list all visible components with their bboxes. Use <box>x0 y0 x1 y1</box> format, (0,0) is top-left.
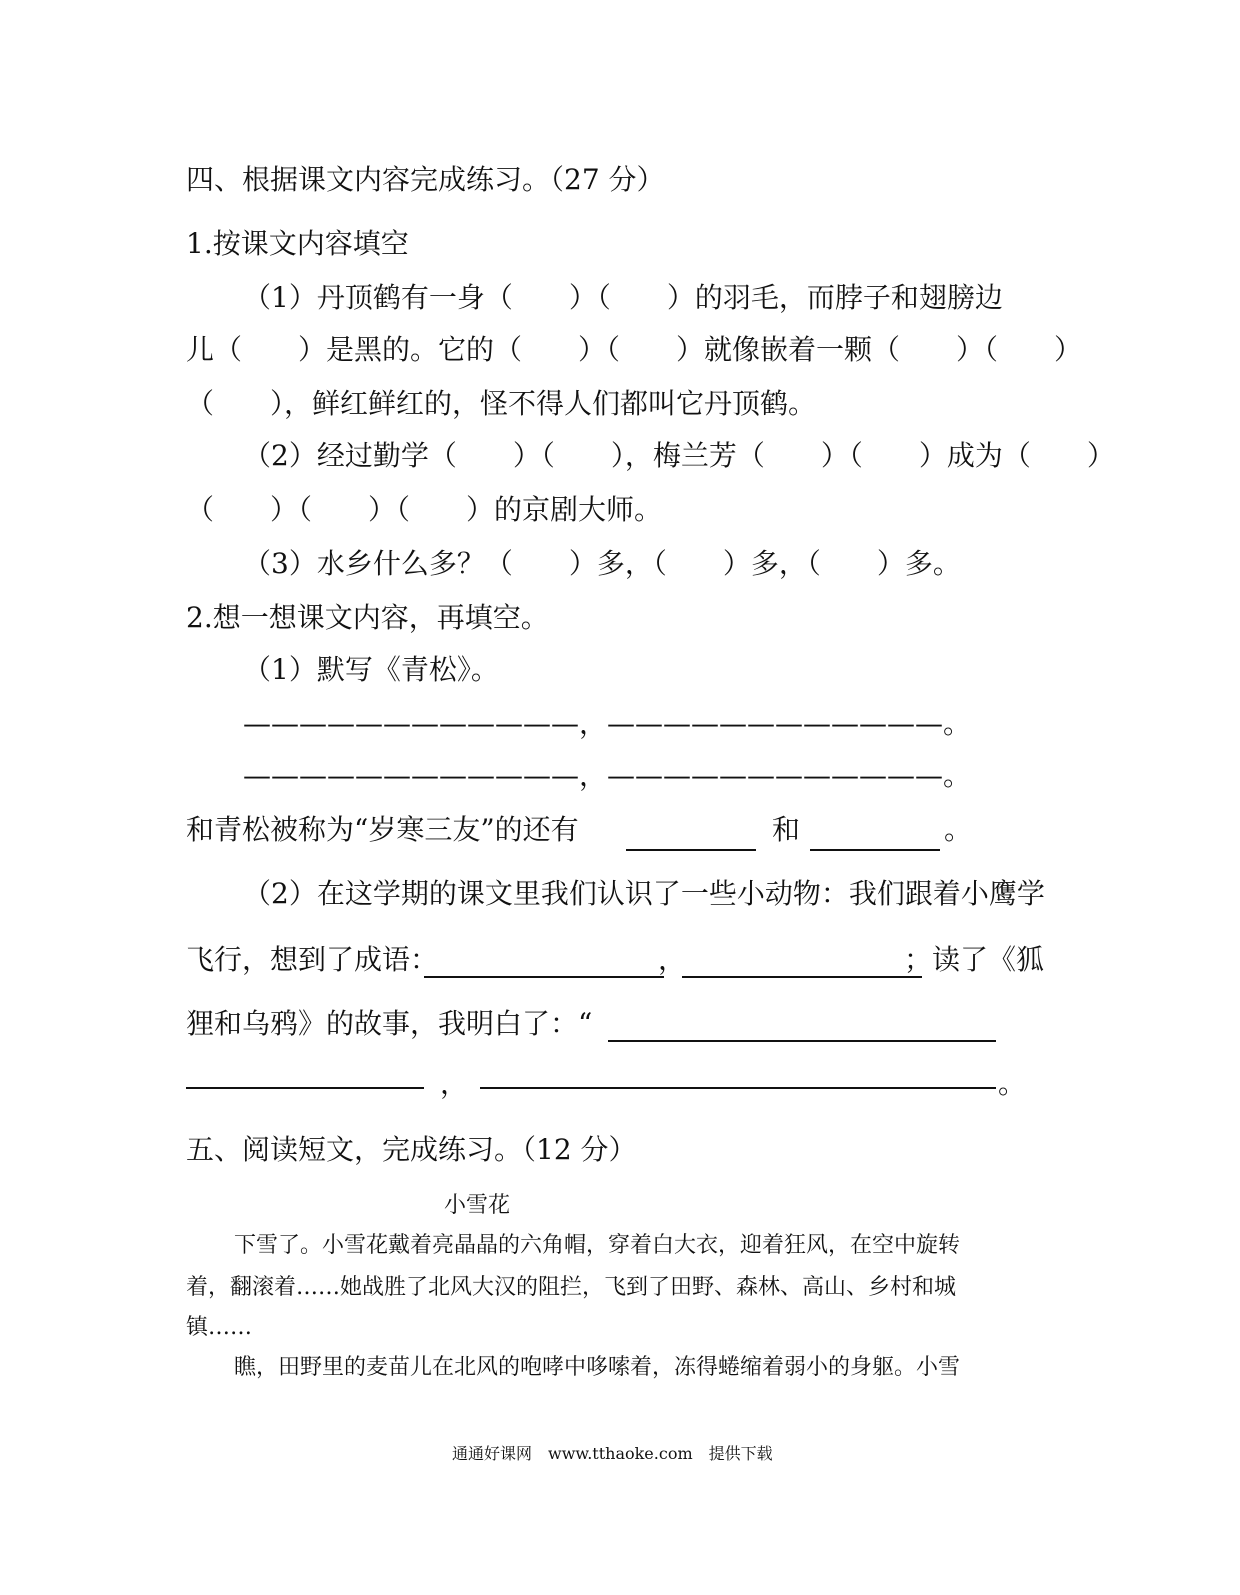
passage-para2-line1: 瞧，田野里的麦苗儿在北风的咆哮中哆嗦着，冻得蜷缩着弱小的身躯。小雪 <box>234 1355 961 1380</box>
lesson-end: 。 <box>998 1067 1027 1100</box>
page-footer: 通通好课网 www.tthaoke.com 提供下载 <box>452 1444 773 1463</box>
idiom-blank-2[interactable] <box>682 976 922 978</box>
q1-p1-line1: （1）丹顶鹤有一身（ ）（ ）的羽毛，而脖子和翅膀边 <box>243 281 1003 314</box>
friends-and: 和 <box>772 813 801 846</box>
friends-blank-2[interactable] <box>810 849 940 851</box>
q1-p3: （3）水乡什么多？（ ）多，（ ）多，（ ）多。 <box>243 547 961 580</box>
q1-p2-line1: （2）经过勤学（ ）（ ），梅兰芳（ ）（ ）成为（ ） <box>243 439 1115 472</box>
q1-p2-line2: （ ）（ ）（ ）的京剧大师。 <box>186 493 663 526</box>
poem-dash-line-1: ————————————，————————————。 <box>243 707 972 740</box>
idiom-comma: ， <box>658 943 687 976</box>
lesson-comma: ， <box>440 1067 469 1100</box>
lesson-blank-2[interactable] <box>186 1087 424 1089</box>
lesson-blank-1[interactable] <box>608 1040 996 1042</box>
lesson-blank-3[interactable] <box>480 1087 996 1089</box>
passage-para1-line1: 下雪了。小雪花戴着亮晶晶的六角帽，穿着白大衣，迎着狂风，在空中旋转 <box>234 1233 961 1258</box>
passage-para1-line3: 镇…… <box>186 1315 253 1340</box>
q2-p2-line2-prefix: 飞行，想到了成语： <box>186 943 439 976</box>
friends-blank-1[interactable] <box>626 849 756 851</box>
poem-dash-line-2: ————————————，————————————。 <box>243 759 972 792</box>
q2-p2-line2-suffix: ；读了《狐 <box>904 943 1045 976</box>
friends-end: 。 <box>944 813 973 846</box>
idiom-blank-1[interactable] <box>424 976 664 978</box>
q1-p1-line2: 儿（ ）是黑的。它的（ ）（ ）就像嵌着一颗（ ）（ ） <box>186 333 1083 366</box>
q2-p2-line3-prefix: 狸和乌鸦》的故事，我明白了：“ <box>186 1007 593 1040</box>
q1-title: 1.按课文内容填空 <box>186 227 409 260</box>
q2-p1-title: （1）默写《青松》。 <box>243 653 499 686</box>
q1-p1-line3: （ ），鲜红鲜红的，怪不得人们都叫它丹顶鹤。 <box>186 387 817 420</box>
friends-prefix: 和青松被称为“岁寒三友”的还有 <box>186 813 579 846</box>
passage-title: 小雪花 <box>444 1193 511 1218</box>
q2-p2-line1: （2）在这学期的课文里我们认识了一些小动物：我们跟着小鹰学 <box>243 877 1045 910</box>
section-5-title: 五、阅读短文，完成练习。（12 分） <box>186 1133 637 1166</box>
section-4-title: 四、根据课文内容完成练习。（27 分） <box>186 163 665 196</box>
q2-title: 2.想一想课文内容，再填空。 <box>186 601 549 634</box>
passage-para1-line2: 着，翻滚着……她战胜了北风大汉的阻拦，飞到了田野、森林、高山、乡村和城 <box>186 1275 957 1300</box>
